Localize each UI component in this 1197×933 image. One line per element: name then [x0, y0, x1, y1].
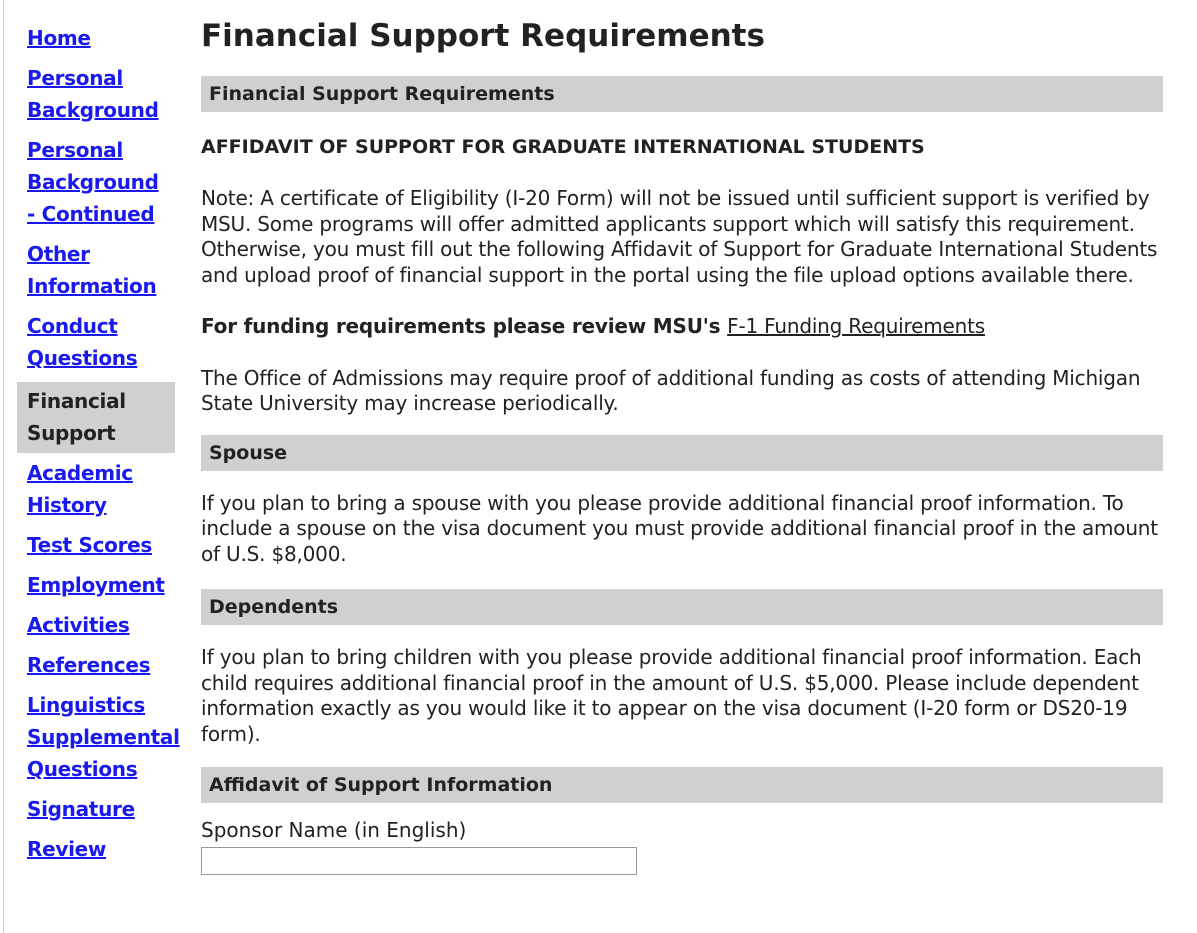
sponsor-name-label: Sponsor Name (in English) [201, 818, 467, 842]
nav-linguistics-supplemental-questions[interactable]: Linguistics Supplemental Questions [27, 693, 180, 781]
nav-review[interactable]: Review [27, 837, 107, 861]
f1-funding-requirements-link[interactable]: F-1 Funding Requirements [727, 314, 985, 338]
section-header-affidavit: Affidavit of Support Information [201, 767, 1163, 803]
section-header-requirements: Financial Support Requirements [201, 76, 1163, 112]
sidebar-nav [17, 20, 180, 871]
nav-personal-background-continued[interactable]: Personal Background - Continued [27, 138, 159, 226]
section-header-spouse: Spouse [201, 435, 1163, 471]
eligibility-note: Note: A certificate of Eligibility (I-20 Form) will not be issued until sufficient support is verified by MSU. Some programs will offer admitted applicants support which will satisfy this requirement. Otherwise, you must fill out the following Affidavit of Support for Graduate International Students and upload proof of financial support in the portal using the file upload options available there. [201, 186, 1158, 287]
nav-other-information[interactable]: Other Information [27, 242, 157, 298]
page-title: Financial Support Requirements [201, 18, 765, 54]
funding-requirements-line [201, 314, 1163, 340]
dependents-text: If you plan to bring children with you please provide additional financial proof information. Each child requires additional financial proof in the amount of U.S. $5,000. Please include dependent information exactly as you would like it to appear on the visa document (I-20 form or DS20-19 form). [201, 645, 1142, 746]
nav-employment[interactable]: Employment [27, 573, 165, 597]
nav-financial-support-active: Financial Support [17, 382, 175, 453]
affidavit-subheading: AFFIDAVIT OF SUPPORT FOR GRADUATE INTERNATIONAL STUDENTS [201, 136, 925, 158]
spouse-text: If you plan to bring a spouse with you please provide additional financial proof information. To include a spouse on the visa document you must provide additional financial proof in the amount of U.S. $8,000. [201, 490, 1158, 566]
nav-test-scores[interactable]: Test Scores [27, 533, 153, 557]
nav-academic-history[interactable]: Academic History [27, 461, 133, 517]
nav-references[interactable]: References [27, 653, 151, 677]
main-content [201, 14, 1163, 875]
nav-home[interactable]: Home [27, 26, 91, 50]
nav-conduct-questions[interactable]: Conduct Questions [27, 314, 138, 370]
section-header-dependents: Dependents [201, 589, 1163, 625]
nav-signature[interactable]: Signature [27, 797, 135, 821]
nav-activities[interactable]: Activities [27, 613, 130, 637]
nav-personal-background[interactable]: Personal Background [27, 66, 159, 122]
funding-prefix: For funding requirements please review MSU's [201, 314, 728, 338]
sponsor-name-input[interactable] [201, 847, 637, 875]
window-border [3, 0, 4, 933]
office-admissions-note: The Office of Admissions may require proof of additional funding as costs of attending Michigan State University may increase periodically. [201, 365, 1141, 415]
